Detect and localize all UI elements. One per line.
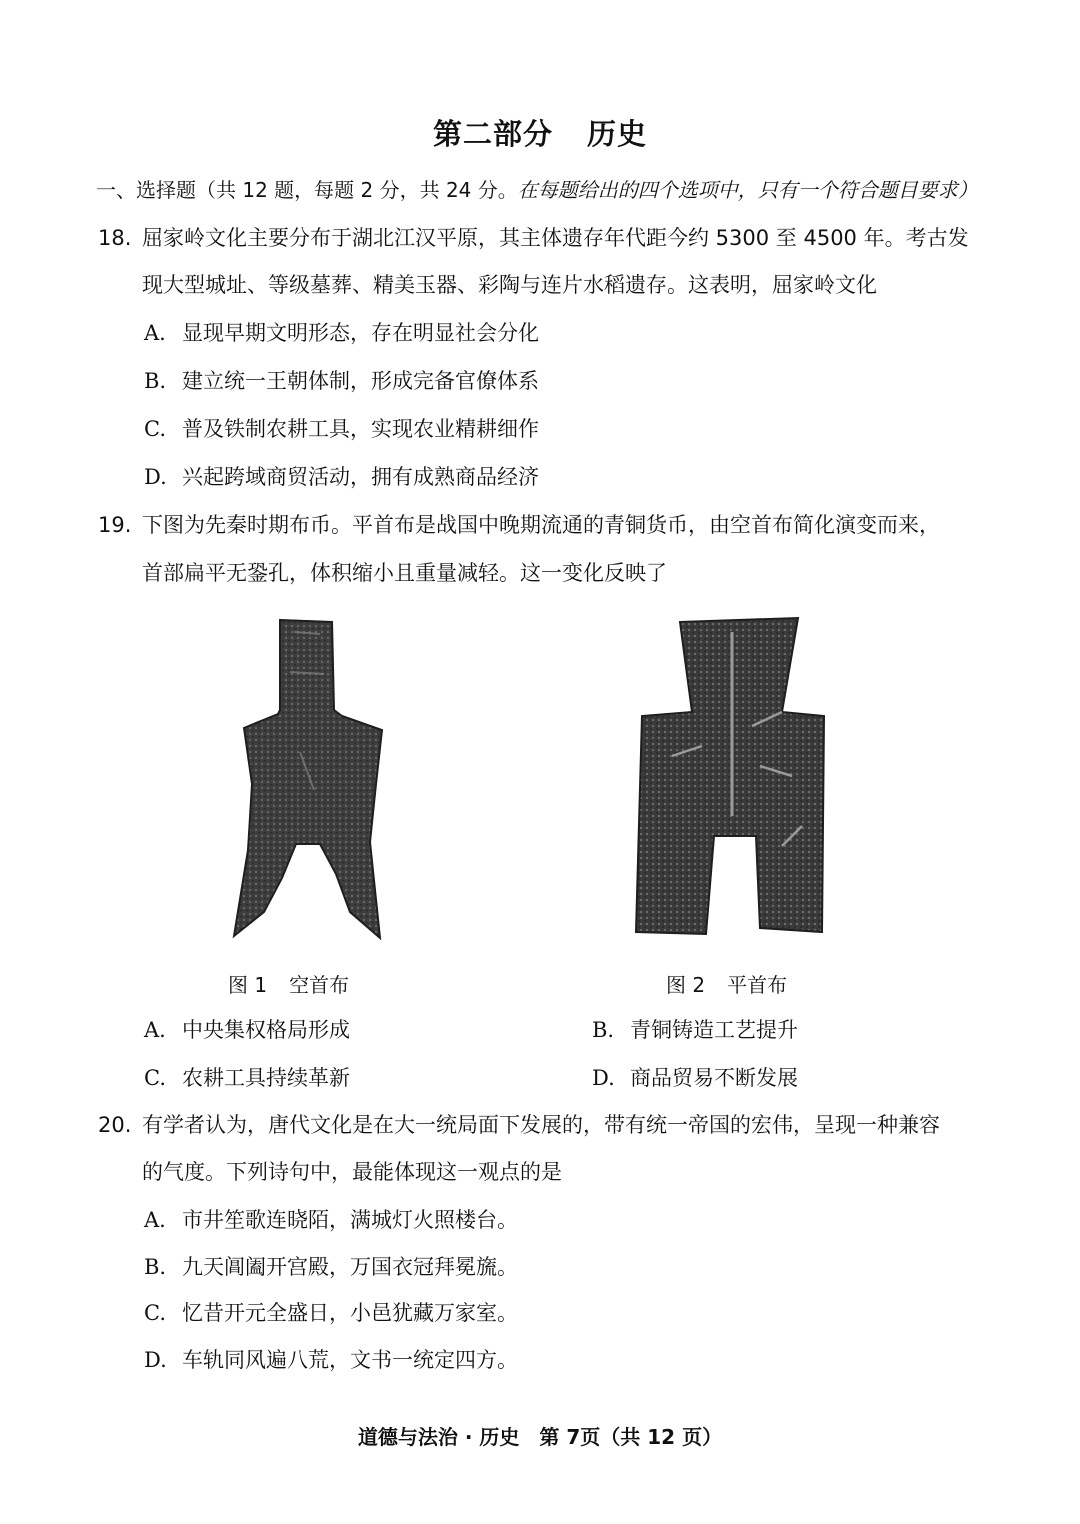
question-20-number: 20. bbox=[98, 1113, 132, 1137]
option-text: 兴起跨域商贸活动，拥有成熟商品经济 bbox=[182, 465, 539, 489]
option-text: 忆昔开元全盛日，小邑犹藏万家室。 bbox=[182, 1301, 518, 1325]
question-19-option-b[interactable] bbox=[592, 1016, 798, 1044]
figure-2-caption bbox=[666, 969, 787, 998]
option-text: 显现早期文明形态，存在明显社会分化 bbox=[182, 321, 539, 345]
option-text: 市井笙歌连晓陌，满城灯火照楼台。 bbox=[182, 1208, 518, 1232]
figure-1-label: 图 1 bbox=[228, 973, 268, 997]
question-19-option-d[interactable] bbox=[592, 1064, 798, 1092]
page-footer: 道德与法治 · 历史 第 7页（共 12 页） bbox=[357, 1425, 723, 1449]
figure-2-label: 图 2 bbox=[666, 973, 706, 997]
hollow-head-spade-coin-image bbox=[230, 612, 400, 942]
option-text: 建立统一王朝体制，形成完备官僚体系 bbox=[182, 369, 539, 393]
question-20-stem-line-1: 有学者认为，唐代文化是在大一统局面下发展的，带有统一帝国的宏伟，呈现一种兼容 bbox=[142, 1113, 940, 1137]
question-18-stem-line-1: 屈家岭文化主要分布于湖北江汉平原，其主体遗存年代距今约 5300 至 4500 年。考古发 bbox=[142, 226, 969, 250]
option-letter: B. bbox=[592, 1018, 615, 1042]
question-20-option-b[interactable] bbox=[144, 1253, 518, 1281]
option-letter: B. bbox=[144, 369, 167, 393]
figure-1-caption bbox=[228, 969, 349, 998]
page-title bbox=[0, 112, 1080, 153]
question-18-stem-line-2: 现大型城址、等级墓葬、精美玉器、彩陶与连片水稻遗存。这表明，屈家岭文化 bbox=[142, 273, 877, 297]
question-18-option-d[interactable] bbox=[144, 463, 539, 491]
question-20-option-c[interactable] bbox=[144, 1299, 518, 1327]
option-text: 中央集权格局形成 bbox=[182, 1018, 350, 1042]
option-letter: D. bbox=[144, 465, 167, 489]
question-18-option-b[interactable] bbox=[144, 367, 539, 395]
question-20-option-d[interactable] bbox=[144, 1346, 518, 1374]
option-text: 九天阊阖开宫殿，万国衣冠拜冕旒。 bbox=[182, 1255, 518, 1279]
option-letter: A. bbox=[144, 1208, 166, 1232]
question-18-option-c[interactable] bbox=[144, 415, 539, 443]
part-label: 第二部分 bbox=[432, 117, 553, 151]
question-19-stem-line-2: 首部扁平无銎孔，体积缩小且重量减轻。这一变化反映了 bbox=[142, 561, 667, 585]
option-letter: C. bbox=[144, 1301, 166, 1325]
option-letter: C. bbox=[144, 417, 166, 441]
figure-2-name: 平首布 bbox=[727, 973, 788, 997]
option-text: 车轨同风遍八荒，文书一统定四方。 bbox=[182, 1348, 518, 1372]
flat-head-spade-coin-image bbox=[632, 616, 830, 938]
option-text: 青铜铸造工艺提升 bbox=[630, 1018, 798, 1042]
question-20-stem-line-2: 的气度。下列诗句中，最能体现这一观点的是 bbox=[142, 1160, 562, 1184]
question-19-number: 19. bbox=[98, 513, 132, 537]
subject-label: 历史 bbox=[587, 117, 648, 151]
option-text: 普及铁制农耕工具，实现农业精耕细作 bbox=[182, 417, 539, 441]
option-letter: D. bbox=[144, 1348, 167, 1372]
question-19-option-c[interactable] bbox=[144, 1064, 350, 1092]
option-letter: A. bbox=[144, 1018, 166, 1042]
section-heading bbox=[96, 176, 978, 204]
question-18-number: 18. bbox=[98, 226, 132, 250]
figure-1-name: 空首布 bbox=[289, 973, 350, 997]
section-heading-note: 在每题给出的四个选项中，只有一个符合题目要求） bbox=[517, 178, 978, 202]
option-text: 商品贸易不断发展 bbox=[630, 1066, 798, 1090]
section-heading-main: 一、选择题（共 12 题，每题 2 分，共 24 分。 bbox=[96, 178, 518, 202]
question-19-stem-line-1: 下图为先秦时期布币。平首布是战国中晚期流通的青铜货币，由空首布简化演变而来， bbox=[142, 513, 940, 537]
option-letter: A. bbox=[144, 321, 166, 345]
option-letter: D. bbox=[592, 1066, 615, 1090]
option-text: 农耕工具持续革新 bbox=[182, 1066, 350, 1090]
option-letter: B. bbox=[144, 1255, 167, 1279]
question-19-option-a[interactable] bbox=[144, 1016, 350, 1044]
option-letter: C. bbox=[144, 1066, 166, 1090]
question-18-option-a[interactable] bbox=[144, 319, 539, 347]
question-20-option-a[interactable] bbox=[144, 1206, 518, 1234]
